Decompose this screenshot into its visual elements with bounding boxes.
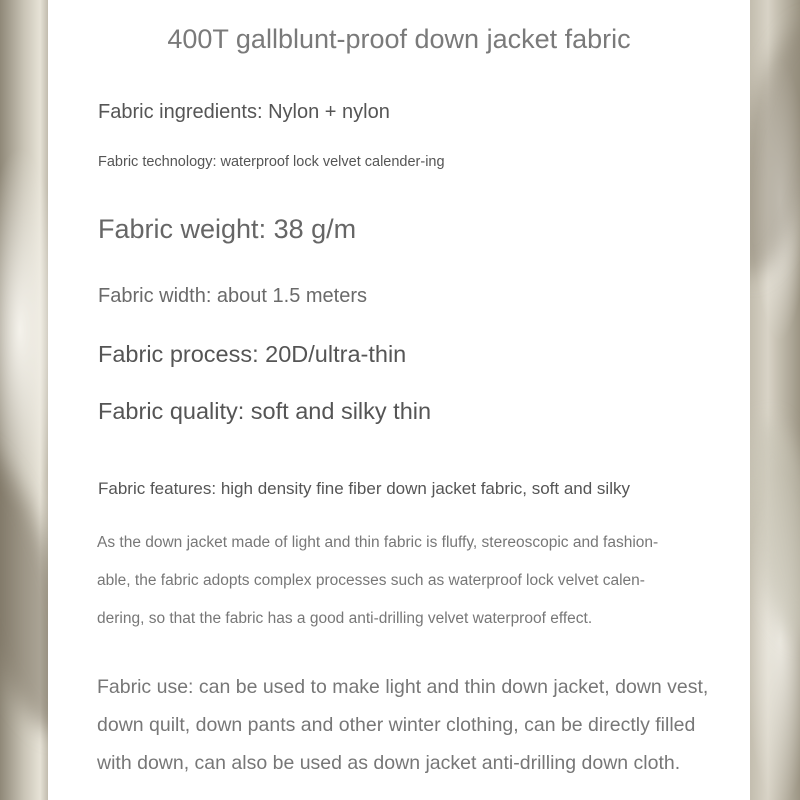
spec-quality: Fabric quality: soft and silky thin xyxy=(98,398,432,424)
usage-paragraph xyxy=(97,668,708,782)
spec-ingredients: Fabric ingredients: Nylon + nylon xyxy=(98,101,390,123)
info-panel xyxy=(48,0,750,800)
page-title: 400T gallblunt-proof down jacket fabric xyxy=(167,24,631,54)
usage-line: Fabric use: can be used to make light and thin down jacket, down vest, xyxy=(97,676,709,698)
description-line: As the down jacket made of light and thin fabric is fluffy, stereoscopic and fashion- xyxy=(97,534,659,551)
description-line: able, the fabric adopts complex processes such as waterproof lock velvet calen- xyxy=(97,572,645,589)
spec-width: Fabric width: about 1.5 meters xyxy=(98,285,368,307)
description-line: dering, so that the fabric has a good anti-drilling velvet waterproof effect. xyxy=(97,610,593,627)
usage-line: with down, can also be used as down jacket anti-drilling down cloth. xyxy=(97,752,681,774)
spec-process: Fabric process: 20D/ultra-thin xyxy=(98,341,407,367)
usage-line: down quilt, down pants and other winter clothing, can be directly filled xyxy=(97,714,696,736)
description-paragraph xyxy=(97,524,658,638)
spec-features: Fabric features: high density fine fiber down jacket fabric, soft and silky xyxy=(98,479,630,498)
spec-technology: Fabric technology: waterproof lock velvet calender-ing xyxy=(98,154,445,170)
spec-weight: Fabric weight: 38 g/m xyxy=(98,214,357,244)
